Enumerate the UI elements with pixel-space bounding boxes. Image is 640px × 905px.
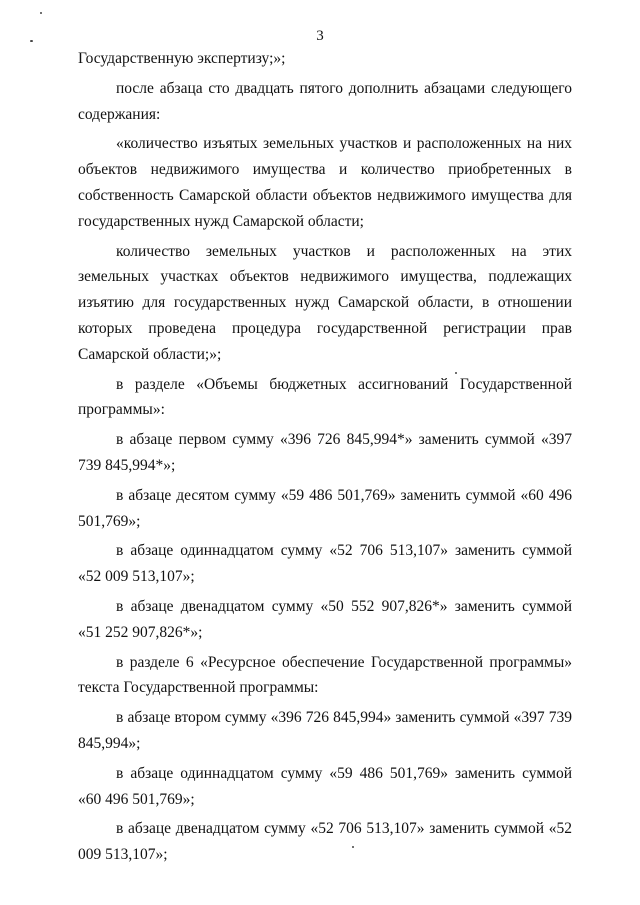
paragraph-13: в абзаце двенадцатом сумму «52 706 513,107» заменить суммой «52 009 513,107»; (78, 820, 572, 864)
paragraph-11: в абзаце втором сумму «396 726 845,994» заменить суммой «397 739 845,994»; (78, 709, 572, 752)
paragraph-12: в абзаце одиннадцатом сумму «59 486 501,769» заменить суммой «60 496 501,769»; (78, 764, 572, 808)
paragraph-1: Государственную экспертизу;»; (78, 50, 286, 67)
paragraph-2: после абзаца сто двадцать пятого дополнить абзацами следующего содержания: (78, 79, 572, 123)
paragraph-6: в абзаце первом сумму «396 726 845,994*» заменить суммой «397 739 845,994*»; (78, 431, 572, 474)
paragraph-3: «количество изъятых земельных участков и расположенных на них объектов недвижимого имущества и количество приобретенных в собственность Самарской области объектов недвижимого имущества для государственных нужд Самарской области; (78, 135, 572, 230)
paragraph-4: количество земельных участков и расположенных на этих земельных участках объектов недвижимого имущества, подлежащих изъятию для государственных нужд Самарской области, в отношении которых проведена процедура государственной регистрации прав Самарской области;»; (78, 242, 572, 363)
paragraph-10: в разделе 6 «Ресурсное обеспечение Государственной программы» текста Государственной программы: (78, 653, 572, 697)
document-body (78, 46, 572, 872)
paragraph-9: в абзаце двенадцатом сумму «50 552 907,826*» заменить суммой «51 252 907,826*»; (78, 597, 572, 641)
paragraph-7: в абзаце десятом сумму «59 486 501,769» заменить суммой «60 496 501,769»; (78, 486, 572, 530)
scan-speck (40, 12, 42, 14)
paragraph-8: в абзаце одиннадцатом сумму «52 706 513,107» заменить суммой «52 009 513,107»; (78, 542, 572, 586)
paragraph-5: в разделе «Объемы бюджетных ассигнований Государственной программы»: (78, 375, 572, 419)
scan-speck (30, 40, 33, 42)
page-number: 3 (316, 28, 324, 44)
scan-speck (455, 372, 457, 374)
scan-speck (352, 846, 354, 848)
